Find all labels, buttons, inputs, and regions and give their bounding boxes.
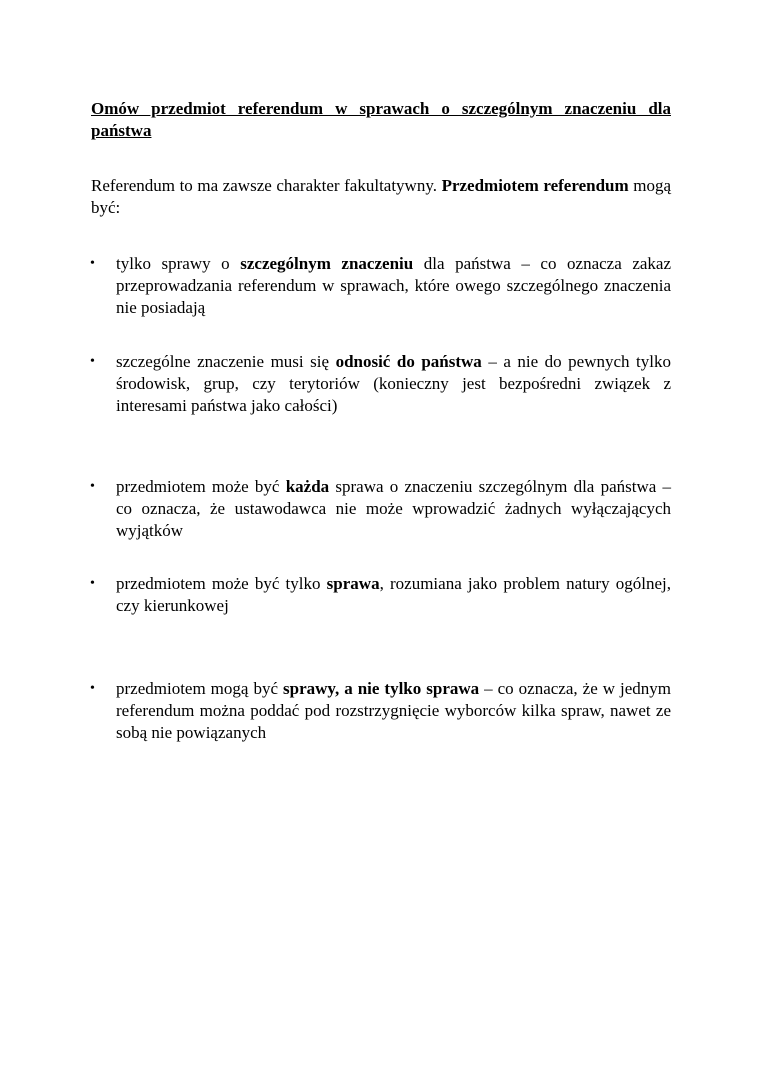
bullet-text-after: sprawa o znaczeniu szczególnym dla państwa – co oznacza, że ustawodawca nie może wprowadzić żadnych wyłączających wyjątków — [116, 477, 671, 540]
bullet-text — [116, 678, 671, 744]
bullet-text-before: tylko sprawy o — [116, 254, 230, 273]
bullet-text-before: przedmiotem może być tylko — [116, 574, 321, 593]
bullet-text-before: przedmiotem może być — [116, 477, 280, 496]
bullet-icon: • — [90, 576, 95, 591]
bullet-text — [116, 476, 671, 542]
bullet-icon: • — [90, 256, 95, 271]
bullet-text-before: szczególne znaczenie musi się — [116, 352, 330, 371]
bullet-item — [91, 253, 671, 319]
bullet-icon: • — [90, 354, 95, 369]
bullet-text-bold: odnosić do państwa — [335, 352, 482, 371]
bullet-text-before: przedmiotem mogą być — [116, 679, 278, 698]
intro-text: Referendum to ma zawsze charakter fakultatywny. — [91, 176, 437, 195]
intro-bold: Przedmiotem referendum — [441, 176, 629, 195]
bullet-text — [116, 573, 671, 617]
bullet-item — [91, 678, 671, 744]
bullet-text — [116, 351, 671, 417]
bullet-text — [116, 253, 671, 319]
bullet-text-bold: sprawy, a nie tylko sprawa — [283, 679, 480, 698]
bullet-text-after: dla państwa – co oznacza zakaz przeprowadzania referendum w sprawach, które owego szczególnego znaczenia nie posiadają — [116, 254, 671, 317]
bullet-item — [91, 351, 671, 417]
bullet-text-bold: szczególnym znaczeniu — [240, 254, 414, 273]
bullet-text-after: , rozumiana jako problem natury ogólnej, czy kierunkowej — [116, 574, 671, 615]
bullet-item — [91, 476, 671, 542]
document-title: Omów przedmiot referendum w sprawach o szczególnym znaczeniu dla państwa — [91, 99, 671, 140]
bullet-icon: • — [90, 681, 95, 696]
bullet-item — [91, 573, 671, 617]
bullet-icon: • — [90, 479, 95, 494]
bullet-text-bold: każda — [285, 477, 330, 496]
bullet-text-after: – co oznacza, że w jednym referendum można poddać pod rozstrzygnięcie wyborców kilka spraw, nawet ze sobą nie powiązanych — [116, 679, 671, 742]
intro-paragraph — [91, 175, 671, 219]
bullet-text-bold: sprawa — [326, 574, 380, 593]
bullet-text-after: – a nie do pewnych tylko środowisk, grup, czy terytoriów (konieczny jest bezpośredni związek z interesami państwa jako całości) — [116, 352, 671, 415]
intro-end: mogą być: — [91, 176, 672, 217]
